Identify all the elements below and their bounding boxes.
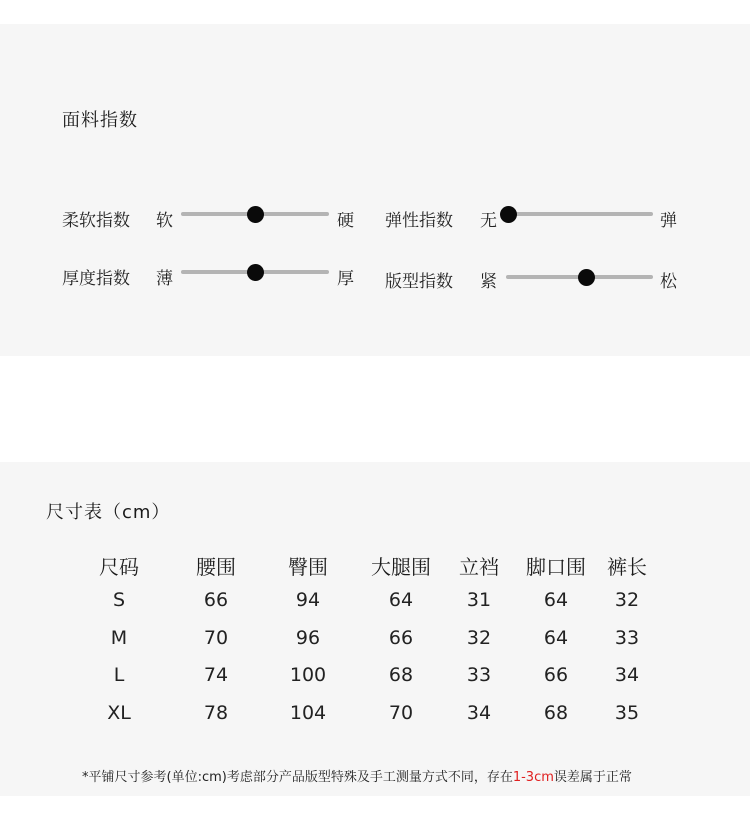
table-cell-size: XL	[107, 702, 131, 724]
table-cell-waist: 78	[203, 702, 229, 724]
table-cell-thigh: 68	[388, 664, 414, 686]
table-cell-rise: 33	[466, 664, 492, 686]
table-cell-leg-opening: 64	[543, 589, 569, 611]
column-header-size: 尺码	[99, 555, 139, 579]
footnote-text-end: 误差属于正常	[553, 770, 632, 785]
column-header-waist: 腰围	[196, 555, 236, 579]
thickness-index-label: 厚度指数	[62, 269, 130, 289]
elasticity-slider-knob	[500, 206, 517, 223]
table-cell-thigh: 70	[388, 702, 414, 724]
fit-left-label: 紧	[480, 272, 497, 292]
table-cell-rise: 34	[466, 702, 492, 724]
table-cell-thigh: 66	[388, 627, 414, 649]
softness-index-label: 柔软指数	[62, 211, 130, 231]
table-cell-length: 35	[614, 702, 640, 724]
thickness-left-label: 薄	[156, 269, 173, 289]
table-cell-leg-opening: 64	[543, 627, 569, 649]
elasticity-right-label: 弹	[660, 211, 677, 231]
column-header-rise: 立裆	[459, 555, 499, 579]
footnote-error-range: 1-3cm	[512, 770, 554, 785]
table-cell-rise: 32	[466, 627, 492, 649]
table-cell-length: 34	[614, 664, 640, 686]
size-table-title: 尺寸表（cm）	[46, 502, 171, 523]
table-cell-leg-opening: 68	[543, 702, 569, 724]
table-cell-thigh: 64	[388, 589, 414, 611]
table-cell-size: M	[110, 627, 128, 649]
table-cell-waist: 66	[203, 589, 229, 611]
table-cell-size: L	[113, 664, 125, 686]
fit-right-label: 松	[660, 272, 677, 292]
table-cell-length: 33	[614, 627, 640, 649]
column-header-length: 裤长	[607, 555, 647, 579]
elasticity-index-label: 弹性指数	[385, 211, 453, 231]
elasticity-slider-track	[508, 212, 653, 216]
table-cell-hip: 104	[289, 702, 327, 724]
table-cell-length: 32	[614, 589, 640, 611]
table-cell-hip: 100	[289, 664, 327, 686]
fabric-index-title: 面料指数	[62, 110, 138, 131]
column-header-thigh: 大腿围	[371, 555, 431, 579]
column-header-leg-opening: 脚口围	[526, 555, 586, 579]
fit-index-label: 版型指数	[385, 272, 453, 292]
softness-right-label: 硬	[337, 211, 354, 231]
table-cell-waist: 74	[203, 664, 229, 686]
thickness-right-label: 厚	[337, 269, 354, 289]
table-cell-hip: 96	[295, 627, 321, 649]
column-header-hip: 臀围	[288, 555, 328, 579]
softness-slider-knob	[247, 206, 264, 223]
table-cell-size: S	[112, 589, 126, 611]
softness-left-label: 软	[156, 211, 173, 231]
table-cell-rise: 31	[466, 589, 492, 611]
table-cell-hip: 94	[295, 589, 321, 611]
elasticity-left-label: 无	[480, 211, 497, 231]
fabric-index-panel	[0, 24, 750, 356]
table-cell-leg-opening: 66	[543, 664, 569, 686]
footnote-text: *平铺尺寸参考(单位:cm)考虑部分产品版型特殊及手工测量方式不同，存在	[82, 770, 513, 785]
thickness-slider-knob	[247, 264, 264, 281]
table-cell-waist: 70	[203, 627, 229, 649]
measurement-footnote	[82, 766, 632, 785]
